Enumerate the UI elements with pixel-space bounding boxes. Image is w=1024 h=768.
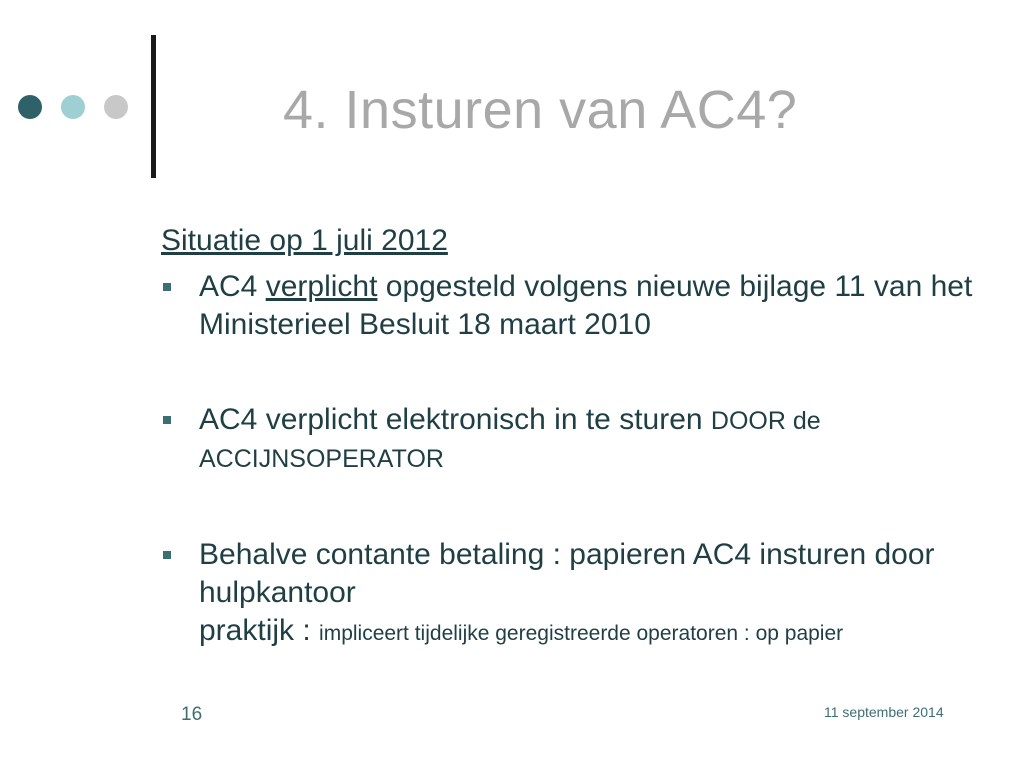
slide-title: 4. Insturen van AC4?	[283, 80, 798, 140]
bullet-3-label: praktijk :	[199, 614, 320, 647]
section-heading: Situatie op 1 juli 2012	[161, 224, 448, 257]
bullet-2-caps-text: DOOR de ACCIJNSOPERATOR	[199, 407, 821, 473]
title-divider-line	[151, 35, 156, 178]
bullet-1-text-post: opgesteld volgens nieuwe bijlage 11 van het Ministerieel Besluit 18 maart 2010	[199, 270, 973, 341]
decorative-dot-grey	[104, 95, 128, 119]
bullet-square-icon	[163, 283, 171, 291]
decorative-dot-light	[61, 95, 85, 119]
footer-date: 11 september 2014	[824, 704, 944, 720]
bullet-1-underlined-text: verplicht	[265, 270, 378, 303]
bullet-3-small-text: impliceert tijdelijke geregistreerde operatoren : op papier	[319, 622, 844, 645]
decorative-dot-dark	[18, 95, 42, 119]
bullet-square-icon	[163, 416, 171, 424]
bullet-3-line2	[199, 612, 981, 653]
slide-body	[161, 222, 981, 653]
bullet-2-text: AC4 verplicht elektronisch in te sturen	[199, 403, 711, 436]
bullet-1-text-pre: AC4	[199, 270, 266, 303]
bullet-3-text: Behalve contante betaling : papieren AC4 insturen door hulpkantoor	[199, 538, 935, 609]
bullet-item-3	[161, 536, 981, 653]
bullet-item-1	[161, 268, 981, 344]
page-number: 16	[181, 704, 203, 725]
bullet-item-2	[161, 401, 981, 478]
bullet-square-icon	[163, 551, 171, 559]
